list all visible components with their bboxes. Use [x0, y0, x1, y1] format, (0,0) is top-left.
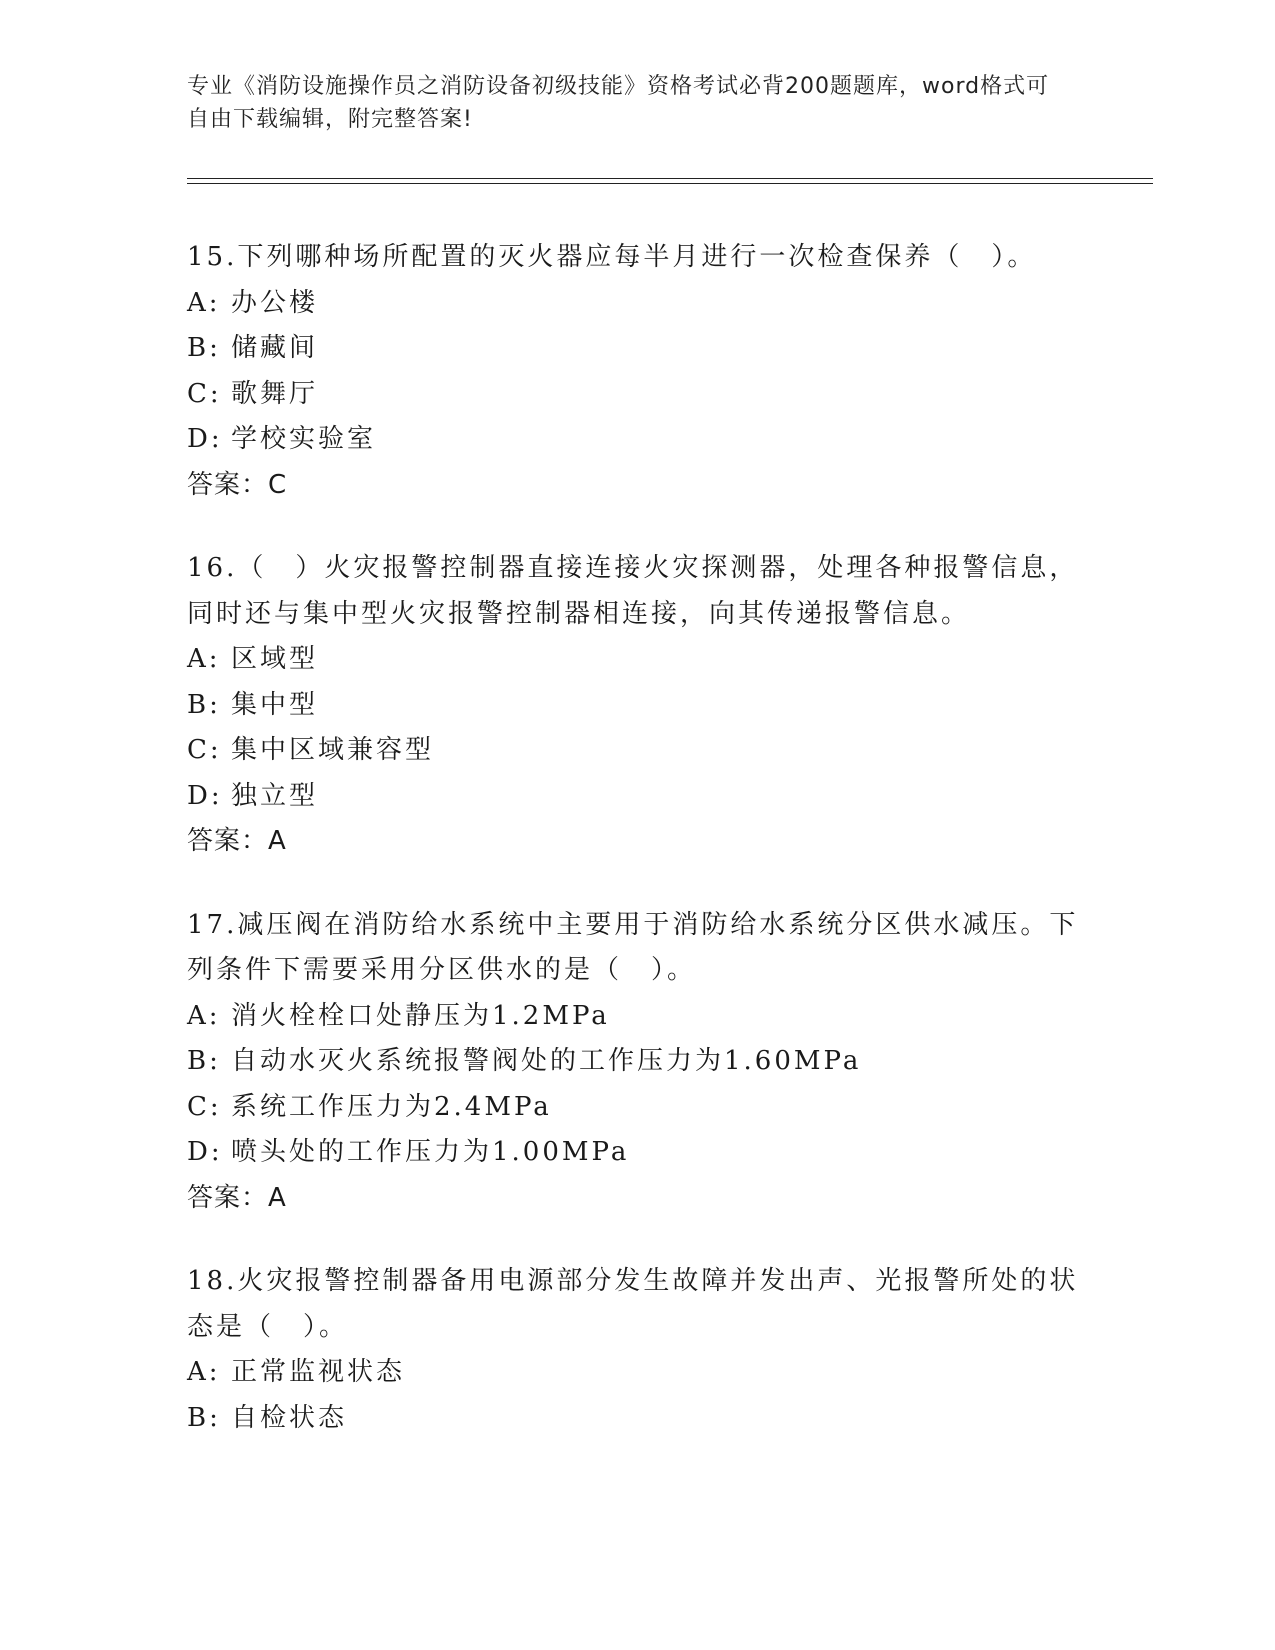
option-text: 系统工作压力为2.4MPa	[231, 1091, 552, 1122]
question-18	[187, 1259, 1087, 1441]
question-stem: 18.火灾报警控制器备用电源部分发生故障并发出声、光报警所处的状态是（ ）。	[187, 1266, 1079, 1342]
answer-line: 答案：C	[187, 469, 288, 500]
option-key: B:	[187, 1402, 221, 1433]
question-stem: 17.减压阀在消防给水系统中主要用于消防给水系统分区供水减压。下列条件下需要采用分区供水的是（ ）。	[187, 909, 1079, 985]
option-text: 区域型	[231, 644, 319, 674]
option-d	[187, 417, 1087, 463]
option-c	[187, 1085, 1087, 1131]
option-a	[187, 1350, 1087, 1396]
option-key: C:	[187, 1091, 222, 1122]
option-text: 集中型	[231, 689, 319, 720]
option-text: 喷头处的工作压力为1.00MPa	[231, 1137, 630, 1167]
option-text: 歌舞厅	[231, 378, 319, 409]
option-key: A:	[187, 287, 221, 318]
question-16	[187, 546, 1087, 865]
question-list	[187, 235, 1087, 1479]
option-b	[187, 1039, 1087, 1085]
option-text: 正常监视状态	[231, 1357, 406, 1387]
option-text: 自动水灭火系统报警阀处的工作压力为1.60MPa	[231, 1046, 862, 1076]
option-key: D:	[187, 1137, 223, 1167]
question-17	[187, 903, 1087, 1222]
option-key: C:	[187, 735, 222, 765]
option-key: B:	[187, 689, 221, 720]
document-header: 专业《消防设施操作员之消防设备初级技能》资格考试必背200题题库，word格式可自由下载编辑，附完整答案!	[187, 74, 1050, 132]
question-stem: 16.（ ）火灾报警控制器直接连接火灾探测器，处理各种报警信息，同时还与集中型火灾报警控制器相连接，向其传递报警信息。	[187, 553, 1079, 629]
header-divider-bottom	[187, 183, 1153, 184]
option-c	[187, 728, 1087, 774]
option-b	[187, 683, 1087, 729]
option-key: D:	[187, 780, 223, 811]
option-text: 独立型	[231, 780, 319, 811]
option-a	[187, 281, 1087, 327]
option-key: C:	[187, 378, 222, 409]
option-text: 储藏间	[231, 333, 319, 363]
option-d	[187, 774, 1087, 820]
option-a	[187, 637, 1087, 683]
question-15	[187, 235, 1087, 508]
option-a	[187, 994, 1087, 1040]
option-b	[187, 1396, 1087, 1442]
option-key: D:	[187, 424, 223, 454]
option-text: 消火栓栓口处静压为1.2MPa	[231, 1000, 610, 1031]
option-text: 办公楼	[231, 287, 319, 318]
option-text: 自检状态	[231, 1402, 348, 1433]
option-key: B:	[187, 333, 221, 363]
option-d	[187, 1130, 1087, 1176]
question-stem: 15.下列哪种场所配置的灭火器应每半月进行一次检查保养（ ）。	[187, 242, 1037, 272]
answer-line: 答案：A	[187, 826, 287, 856]
option-b	[187, 326, 1087, 372]
option-text: 集中区域兼容型	[231, 735, 435, 765]
option-key: A:	[187, 1000, 221, 1031]
answer-line: 答案：A	[187, 1182, 287, 1213]
option-text: 学校实验室	[231, 424, 377, 454]
header-divider-top	[187, 178, 1153, 179]
option-c	[187, 372, 1087, 418]
option-key: A:	[187, 1357, 221, 1387]
option-key: B:	[187, 1046, 221, 1076]
option-key: A:	[187, 644, 221, 674]
